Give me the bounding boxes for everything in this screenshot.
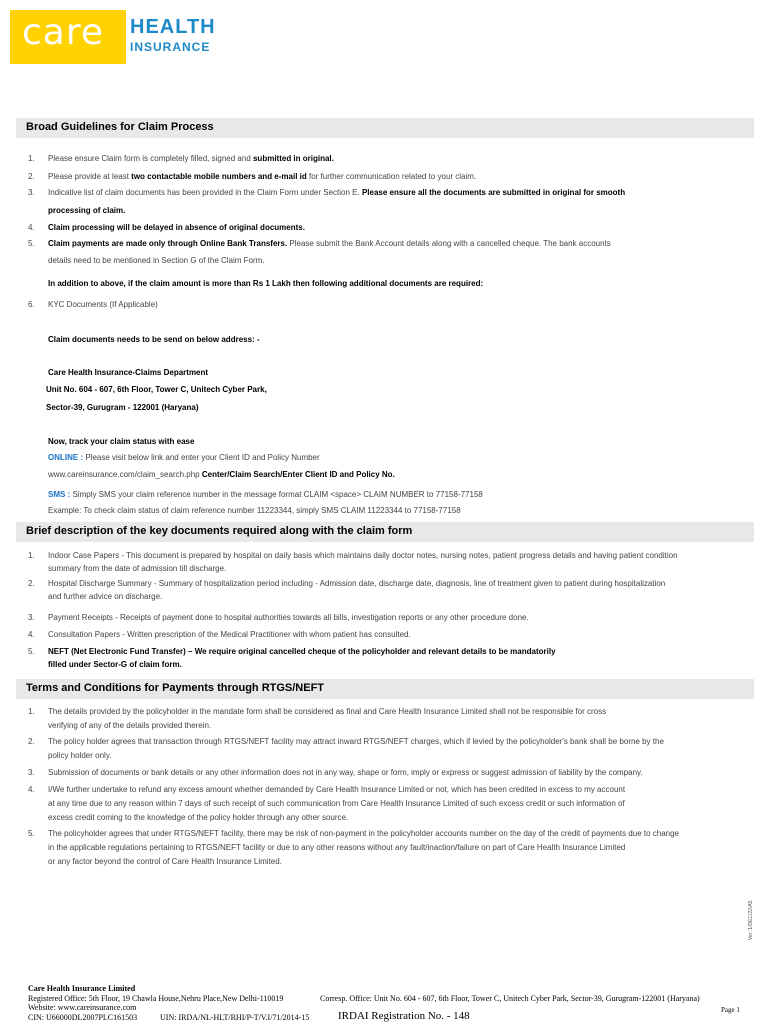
item-number: 5. bbox=[28, 829, 35, 838]
page-number: Page 1 bbox=[721, 1006, 740, 1014]
sms-label: SMS : bbox=[48, 490, 71, 499]
section-title: Broad Guidelines for Claim Process bbox=[26, 121, 214, 133]
guideline-text: Please submit the Bank Account details along with a cancelled cheque. The bank accounts bbox=[287, 239, 611, 248]
footer-corresp-office: Corresp. Office: Unit No. 604 - 607, 6th Floor, Tower C, Unitech Cyber Park, Sector-39, Gurugram-122001 (Haryana) bbox=[320, 994, 700, 1003]
section-header-terms bbox=[16, 679, 754, 699]
guideline-item bbox=[48, 186, 625, 199]
item-number: 5. bbox=[28, 239, 35, 248]
document-item-line: Hospital Discharge Summary - Summary of hospitalization period including - Admission date, discharge date, diagnosis, line of treatment given to patient during hospitalization bbox=[48, 579, 666, 588]
address-line-3: Sector-39, Gurugram - 122001 (Haryana) bbox=[46, 403, 199, 412]
online-label: ONLINE : bbox=[48, 453, 84, 462]
online-line bbox=[48, 451, 320, 464]
document-item-line: NEFT (Net Electronic Fund Transfer) – We require original cancelled cheque of the policyholder and relevant details to be mandatorily bbox=[48, 647, 556, 656]
sms-text: Simply SMS your claim reference number in the message format CLAIM <space> CLAIM NUMBER to 77158-77158 bbox=[70, 490, 483, 499]
guideline-emphasis: Claim processing will be delayed in absence of original documents. bbox=[48, 223, 305, 232]
item-number: 4. bbox=[28, 630, 35, 639]
section-title: Brief description of the key documents required along with the claim form bbox=[26, 525, 413, 537]
version-label: Ver: 1/DEC/22/A5 bbox=[748, 900, 754, 940]
section-title: Terms and Conditions for Payments through RTGS/NEFT bbox=[26, 682, 325, 694]
kyc-item: KYC Documents (If Applicable) bbox=[48, 300, 158, 309]
item-number: 6. bbox=[28, 300, 35, 309]
lakh-note: In addition to above, if the claim amount is more than Rs 1 Lakh then following additional documents are required: bbox=[48, 279, 484, 288]
terms-item-line: at any time due to any reason within 7 days of such receipt of such communication from Care Health Insurance Limited of such excess credit or such information of bbox=[48, 799, 625, 808]
item-number: 2. bbox=[28, 579, 35, 588]
address-line-1: Care Health Insurance-Claims Department bbox=[48, 368, 209, 377]
item-number: 3. bbox=[28, 768, 35, 777]
document-item-line: and further advice on discharge. bbox=[48, 592, 163, 601]
guideline-emphasis: Please ensure all the documents are submitted in original for smooth bbox=[361, 188, 626, 197]
document-item-line: Indoor Case Papers - This document is prepared by hospital on daily basis which maintains daily doctor notes, nursing notes, patient progress details and having patient condition bbox=[48, 551, 678, 560]
document-item-line: Consultation Papers - Written prescription of the Medical Practitioner with whom patient has consulted. bbox=[48, 630, 411, 639]
terms-item-line: Submission of documents or bank details or any other information does not in any way, shape or form, imply or express or suggest admission of liability by the company. bbox=[48, 768, 643, 777]
document-item-line: filled under Sector-G of claim form. bbox=[48, 660, 182, 669]
item-number: 4. bbox=[28, 223, 35, 232]
claim-search-link[interactable]: www.careinsurance.com/claim_search.php bbox=[48, 470, 200, 479]
guideline-text: Please ensure Claim form is completely filled, signed and bbox=[48, 154, 253, 163]
footer-irdai: IRDAI Registration No. - 148 bbox=[338, 1010, 470, 1022]
guideline-text: details need to be mentioned in Section G of the Claim Form. bbox=[48, 256, 265, 265]
terms-item-line: The details provided by the policyholder in the mandate form shall be considered as final and Care Health Insurance Limited shall not be responsible for cross bbox=[48, 707, 607, 716]
footer-registered-office: Registered Office: 5th Floor, 19 Chawla House,Nehru Place,New Delhi-110019 bbox=[28, 994, 284, 1003]
section-header-documents bbox=[16, 522, 754, 542]
online-text: Please visit below link and enter your Client ID and Policy Number bbox=[83, 453, 320, 462]
sms-example: Example: To check claim status of claim reference number 11223344, simply SMS CLAIM 11223344 to 77158-77158 bbox=[48, 506, 461, 515]
logo-health-text: HEALTH bbox=[130, 16, 216, 38]
guideline-emphasis: two contactable mobile numbers and e-mail id bbox=[131, 172, 307, 181]
footer-uin: UIN: IRDA/NL-HLT/RHI/P-T/V.I/71/2014-15 bbox=[160, 1013, 310, 1022]
address-line-2: Unit No. 604 - 607, 6th Floor, Tower C, Unitech Cyber Park, bbox=[46, 385, 267, 394]
guideline-emphasis: processing of claim. bbox=[48, 206, 126, 215]
address-heading: Claim documents needs to be send on below address: - bbox=[48, 335, 260, 344]
online-link-line bbox=[48, 468, 395, 481]
terms-item-line: I/We further undertake to refund any excess amount whether demanded by Care Health Insurance Limited or not, which has been credited in excess to my account bbox=[48, 785, 626, 794]
item-number: 3. bbox=[28, 188, 35, 197]
terms-item-line: The policy holder agrees that transaction through RTGS/NEFT facility may attract inward RTGS/NEFT charges, which if levied by the policyholder's bank shall be borne by the bbox=[48, 737, 664, 746]
sms-line bbox=[48, 488, 483, 501]
guideline-item bbox=[48, 204, 125, 217]
document-item-line: Payment Receipts - Receipts of payment done to hospital authorities towards all bills, investigation reports or any other procedure done. bbox=[48, 613, 529, 622]
guideline-item bbox=[48, 237, 611, 250]
guideline-text: Indicative list of claim documents has been provided in the Claim Form under Section E. bbox=[48, 188, 362, 197]
online-path: Center/Claim Search/Enter Client ID and Policy No. bbox=[199, 470, 395, 479]
guideline-item bbox=[48, 254, 265, 267]
document-item-line: summary from the date of admission till discharge. bbox=[48, 564, 227, 573]
terms-item-line: or any factor beyond the control of Care Health Insurance Limited. bbox=[48, 857, 282, 866]
item-number: 2. bbox=[28, 172, 35, 181]
terms-item-line: verifying of any of the details provided therein. bbox=[48, 721, 212, 730]
track-heading: Now, track your claim status with ease bbox=[48, 437, 195, 446]
item-number: 5. bbox=[28, 647, 35, 656]
guideline-text: Please provide at least bbox=[48, 172, 132, 181]
item-number: 4. bbox=[28, 785, 35, 794]
guideline-item bbox=[48, 170, 476, 183]
guideline-text: for further communication related to your claim. bbox=[306, 172, 477, 181]
logo-insurance-text: INSURANCE bbox=[130, 40, 211, 54]
item-number: 1. bbox=[28, 551, 35, 560]
logo-care-text: care bbox=[22, 12, 105, 53]
item-number: 3. bbox=[28, 613, 35, 622]
footer-website: Website: www.careinsurance.com bbox=[28, 1003, 137, 1012]
terms-item-line: policy holder only. bbox=[48, 751, 112, 760]
guideline-emphasis: Claim payments are made only through Online Bank Transfers. bbox=[48, 239, 288, 248]
terms-item-line: in the applicable regulations pertaining to RTGS/NEFT facility or due to any other reasons without any fault/inaction/failure on part of Care Health Insurance Limited bbox=[48, 843, 626, 852]
terms-item-line: excess credit coming to the knowledge of the policy holder through any other source. bbox=[48, 813, 349, 822]
footer-company: Care Health Insurance Limited bbox=[28, 984, 136, 993]
item-number: 2. bbox=[28, 737, 35, 746]
terms-item-line: The policyholder agrees that under RTGS/NEFT facility, there may be risk of non-payment in the policyholder accounts number on the day of the credit of payments due to change bbox=[48, 829, 680, 838]
item-number: 1. bbox=[28, 707, 35, 716]
guideline-emphasis: submitted in original. bbox=[252, 154, 334, 163]
guideline-item bbox=[48, 152, 334, 165]
item-number: 1. bbox=[28, 154, 35, 163]
guideline-item bbox=[48, 221, 305, 234]
section-header-guidelines bbox=[16, 118, 754, 138]
footer-cin: CIN: U66000DL2007PLC161503 bbox=[28, 1013, 138, 1022]
